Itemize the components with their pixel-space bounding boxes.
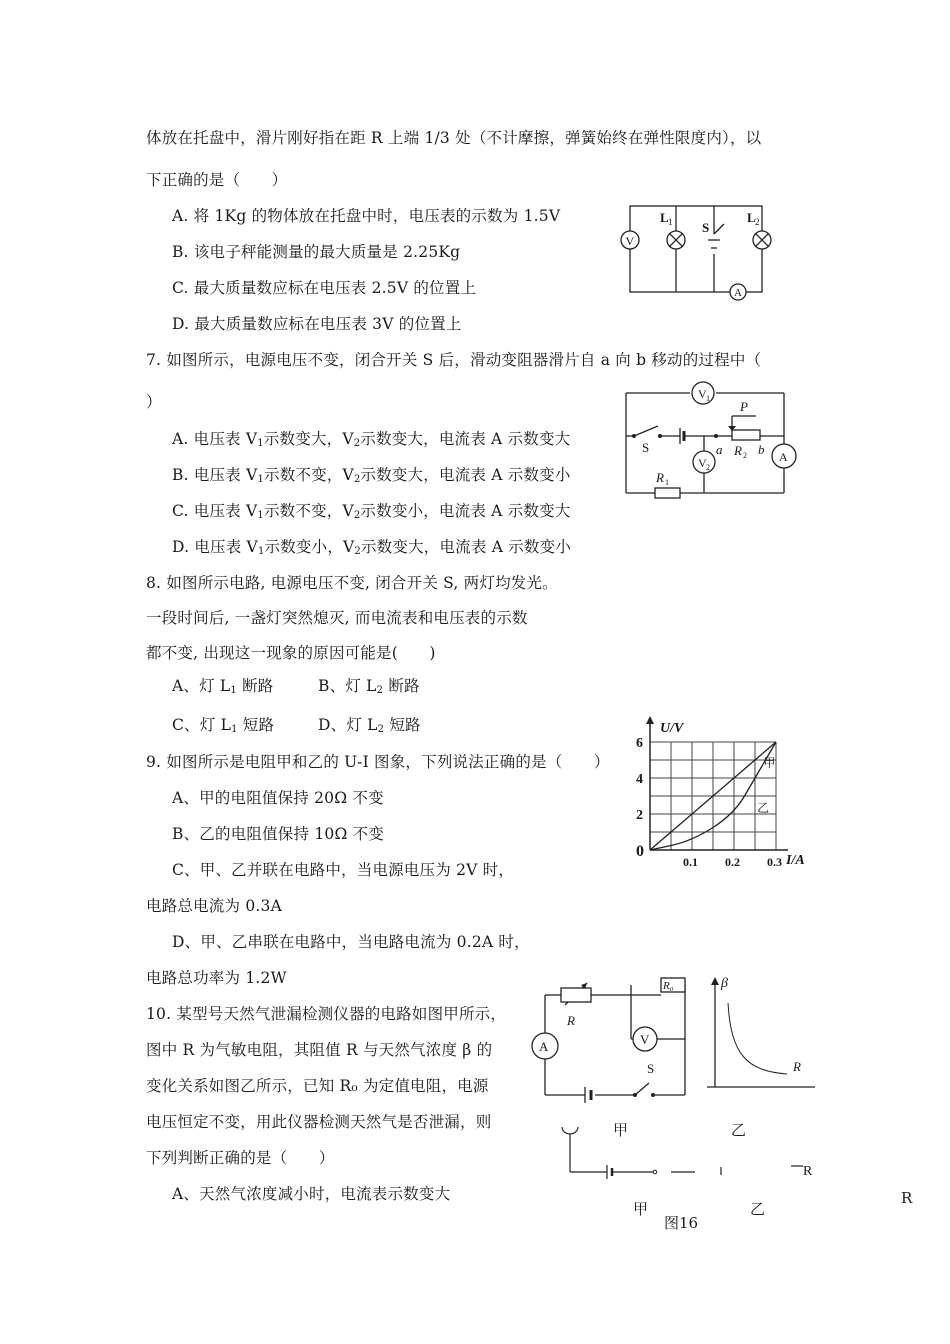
q10-figure-caption: 图16 <box>664 1214 699 1232</box>
q7-option-a: A. 电压表 $V_1$示数变大，$V_2$示数变大，电流表 A 示数变大 <box>172 430 571 449</box>
q6-ammeter-label: A <box>734 287 742 299</box>
q10-switch-label: S <box>647 1061 655 1076</box>
q10-stem-line1: 10. 某型号天然气泄漏检测仪器的电路如图甲所示， <box>146 1005 507 1023</box>
q10-ammeter-label: A <box>539 1039 549 1054</box>
y-tick-label: 6 <box>636 736 643 751</box>
q6-switch-blade <box>714 224 724 234</box>
q7-p-label: P <box>740 399 748 414</box>
q9-option-d: D、甲、乙串联在电路中，当电路电流为 0.2A 时， <box>172 933 530 951</box>
q10-r0-label: R₀ <box>663 980 674 992</box>
q10-stray-r-2: R <box>901 1189 913 1207</box>
q6-option-d: D. 最大质量数应标在电压表 3V 的位置上 <box>172 315 462 333</box>
q6-switch-label: S <box>702 220 710 235</box>
q6-stem-line2: 下正确的是（ ） <box>146 171 288 189</box>
q10-stray-r-1: R <box>803 1164 813 1179</box>
q6-l1-sub: 1 <box>668 217 673 227</box>
q6-l2-sub: 2 <box>755 217 760 227</box>
q7-v2-sub: 2 <box>706 463 710 472</box>
q10-figures <box>525 975 825 1185</box>
q6-circuit-frame <box>630 206 762 292</box>
q7-v1-sub: 1 <box>706 394 710 403</box>
q10-caption-jia: 甲 <box>633 1200 649 1218</box>
q8-stem-line2: 一段时间后, 一盏灯突然熄灭, 而电流表和电压表的示数 <box>146 609 528 627</box>
q10-gas-resistor-r <box>561 988 591 1002</box>
q10-voltmeter-label: V <box>640 1032 650 1047</box>
q10-stem-line4: 电压恒定不变，用此仪器检测天然气是否泄漏，则 <box>146 1113 492 1131</box>
q7-resistor-r1 <box>655 488 680 498</box>
q10-r-axis-label: R <box>793 1059 801 1074</box>
q9-ui-graph <box>628 712 824 874</box>
q8-option-c: C、灯 $L_1$ 短路 <box>172 716 275 735</box>
q6-option-c: C. 最大质量数应标在电压表 2.5V 的位置上 <box>172 279 477 297</box>
q7-circuit-diagram <box>620 378 800 502</box>
q10-stem-line5: 下列判断正确的是（ ） <box>146 1149 335 1167</box>
q6-option-b: B. 该电子秤能测量的最大质量是 2.25Kg <box>172 243 461 261</box>
q7-stem: 7. 如图所示，电源电压不变，闭合开关 S 后，滑动变阻器滑片自 a 向 b 移动的过程中（ <box>146 351 762 369</box>
q6-circuit-diagram <box>610 198 780 302</box>
q6-stem-line1: 体放在托盘中，滑片刚好指在距 R 上端 1/3 处（不计摩擦，弹簧始终在弹性限度内），以 <box>146 129 762 147</box>
q6-option-a: A. 将 1Kg 的物体放在托盘中时，电压表的示数为 1.5V <box>172 207 561 225</box>
y-tick-label: 4 <box>636 772 643 787</box>
q7-switch-blade <box>634 426 658 436</box>
q10-stray-fragment <box>562 1127 803 1175</box>
series-yi-label: 乙 <box>757 801 770 816</box>
q10-r-label: R <box>567 1013 575 1028</box>
q7-stem-end: ） <box>146 393 162 411</box>
q7-v1-label: V <box>698 387 707 401</box>
q10-stem-line2: 图中 R 为气敏电阻，其阻值 R 与天然气浓度 β 的 <box>146 1041 493 1059</box>
q7-b-label: b <box>758 442 765 457</box>
q7-r1-sub: 1 <box>665 478 669 487</box>
x-tick-label: 0.3 <box>767 855 782 869</box>
q10-stem-line3: 变化关系如图乙所示，已知 R₀ 为定值电阻，电源 <box>146 1077 489 1095</box>
q7-rheostat-r2 <box>732 430 760 440</box>
q7-r2-label: R <box>734 443 742 458</box>
q7-switch-label: S <box>642 440 650 455</box>
q10-switch-blade <box>635 1083 649 1095</box>
q7-option-b: B. 电压表 $V_1$示数不变，$V_2$示数变大，电流表 A 示数变小 <box>172 466 571 485</box>
q9-option-c-cont: 电路总电流为 0.3A <box>146 897 282 915</box>
y-tick-label: 2 <box>636 808 643 823</box>
q8-option-d: D、灯 $L_2$ 短路 <box>318 716 421 735</box>
q7-r1-label: R <box>656 470 664 485</box>
q9-stem: 9. 如图所示是电阻甲和乙的 U-I 图象，下列说法正确的是（ ） <box>146 753 610 771</box>
q10-label-yi: 乙 <box>731 1123 747 1139</box>
q10-label-jia: 甲 <box>613 1123 629 1139</box>
q7-option-c: C. 电压表 $V_1$示数不变，$V_2$示数变小，电流表 A 示数变大 <box>172 502 571 521</box>
q7-r2-sub: 2 <box>743 451 747 460</box>
q6-voltmeter-label: V <box>625 234 635 248</box>
q10-beta-axis-label: β <box>721 976 728 991</box>
q9-option-d-cont: 电路总功率为 1.2W <box>146 969 287 987</box>
q8-option-a: A、灯 $L_1$ 断路 <box>172 677 274 696</box>
q7-option-d: D. 电压表 $V_1$示数变小，$V_2$示数变大，电流表 A 示数变小 <box>172 538 572 557</box>
q10-caption-yi: 乙 <box>750 1200 766 1218</box>
q9-option-c: C、甲、乙并联在电路中，当电源电压为 2V 时， <box>172 861 515 879</box>
x-tick-label: 0.1 <box>683 855 698 869</box>
q9-option-b: B、乙的电阻值保持 10Ω 不变 <box>172 825 385 843</box>
q9-origin-label: 0 <box>636 843 644 860</box>
q8-stem-line1: 8. 如图所示电路, 电源电压不变, 闭合开关 S, 两灯均发光。 <box>146 574 558 592</box>
q7-v2-label: V <box>698 456 707 470</box>
q9-option-a: A、甲的电阻值保持 20Ω 不变 <box>172 789 384 807</box>
q10-option-a: A、天然气浓度减小时，电流表示数变大 <box>172 1185 451 1203</box>
q7-a-label: a <box>716 442 723 457</box>
q7-ammeter-label: A <box>779 450 788 464</box>
q8-option-b: B、灯 $L_2$ 断路 <box>318 677 420 696</box>
q8-stem-line3: 都不变, 出现这一现象的原因可能是( ) <box>146 644 436 662</box>
q9-x-axis-label: I/A <box>786 853 805 868</box>
x-tick-label: 0.2 <box>725 855 740 869</box>
series-jia-label: 甲 <box>763 756 776 771</box>
q9-y-axis-label: U/V <box>660 721 684 736</box>
q6-l1-label: L <box>660 210 669 225</box>
q6-l2-label: L <box>747 210 756 225</box>
q9-y-axis-arrow <box>646 716 654 724</box>
